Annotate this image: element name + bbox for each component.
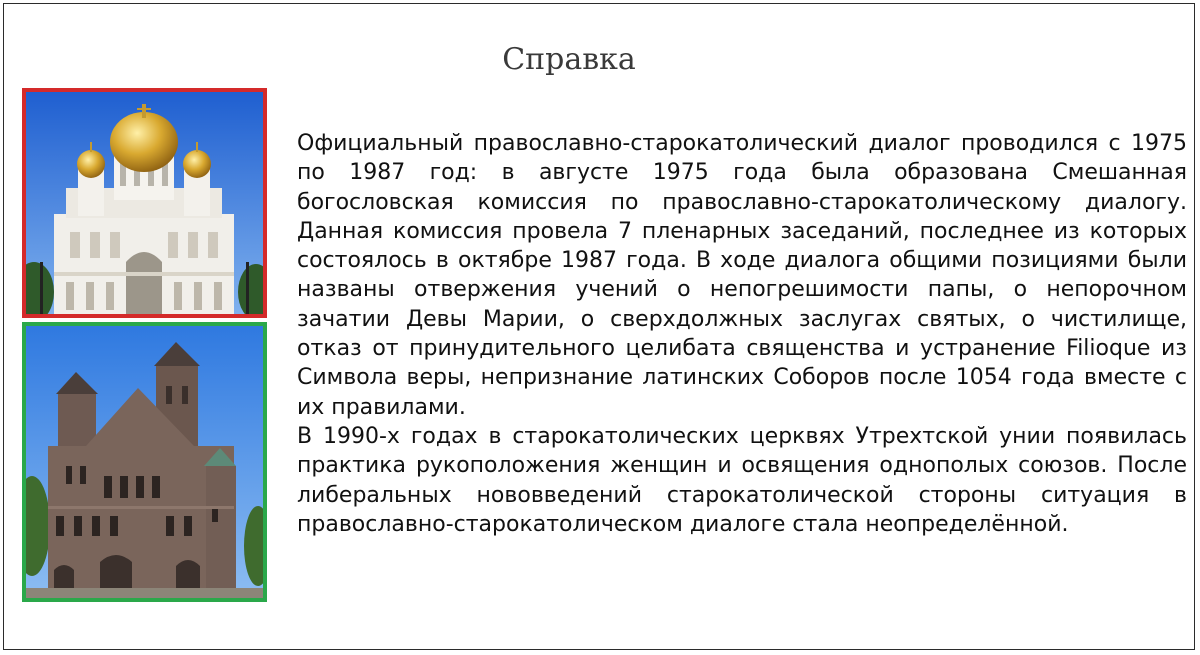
body-text: [297, 129, 1187, 539]
cathedral-photo: [22, 88, 267, 318]
paragraph-1990s: В 1990-х годах в старокатолических церквях Утрехтской унии появилась практика рукоположения женщин и освящения однополых союзов. После либеральных нововведений старокатолической стороны ситуация в православно-старокатолическом диалоге стала неопределённой.: [297, 423, 1187, 537]
church-image: [26, 326, 263, 598]
paragraph-dialogue: Официальный православно-старокатолический диалог проводился с 1975 по 1987 год: в августе 1975 года была образована Смешанная богословская комиссия по православно-старокатолическому диалогу. Данная комиссия провела 7 пленарных заседаний, последнее из которых состоялось в октябре 1987 года. В ходе диалога общими позициями были названы отвержения учений о непогрешимости папы, о непорочном зачатии Девы Марии, о сверхдолжных заслугах святых, о чистилище, отказ от принудительного целибата священства и устранение Filioque из Символа веры, непризнание латинских Соборов после 1054 года вместе с их правилами.: [297, 131, 1187, 420]
brick-church-photo: [22, 322, 267, 602]
cathedral-image: [26, 92, 263, 314]
slide: [3, 3, 1195, 650]
slide-title: Справка: [502, 42, 636, 77]
